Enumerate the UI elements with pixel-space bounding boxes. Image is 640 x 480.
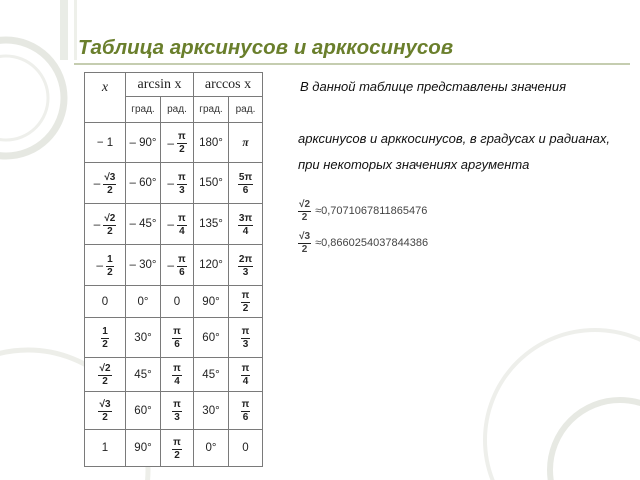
approximation-sqrt2-over-2 — [298, 198, 427, 223]
description-text: арксинусов и арккосинусов, в градусах и радианах, при некоторых значениях аргумента — [298, 131, 610, 172]
slide-title: Таблица арксинусов и арккосинусов — [78, 36, 454, 59]
cell-value — [177, 212, 187, 237]
cell-value — [98, 398, 111, 423]
fraction: $\frac{1}{2}$ — [107, 253, 113, 278]
cell-value: 180° — [199, 136, 223, 149]
table-cell-asin-deg — [126, 358, 160, 391]
fraction: $\frac{√2}{2}$ — [99, 363, 111, 387]
table-cell-acos-deg — [194, 318, 228, 357]
cell-value: 30° — [134, 331, 152, 344]
table-cell-acos-rad — [229, 204, 262, 244]
minus-sign: – — [93, 217, 101, 231]
minus-sign: – — [167, 176, 175, 190]
cell-value — [103, 171, 116, 196]
cell-value: 60° — [202, 331, 220, 344]
cell-value — [177, 171, 187, 196]
cell-value: – 45° — [129, 218, 157, 230]
cell-value — [241, 398, 251, 423]
fraction: $\frac{√2}{2}$ — [104, 212, 116, 237]
table-cell-asin-rad — [161, 392, 193, 429]
table-cell-acos-deg — [194, 392, 228, 429]
cell-value: 90° — [134, 442, 152, 454]
fraction: $\frac{\pi}{2}$ — [178, 131, 186, 155]
minus-sign: – — [167, 258, 175, 272]
approximation-sqrt3-over-2 — [298, 230, 428, 255]
header-arcsin: arcsin x — [137, 76, 182, 92]
table-cell-x — [85, 392, 125, 429]
approximation-value: ≈0,7071067811865476 — [315, 204, 428, 217]
fraction: $\frac{\pi}{4}$ — [241, 363, 250, 387]
table-cell-acos-rad — [229, 245, 262, 285]
cell-value — [241, 289, 251, 314]
cell-value: 135° — [199, 218, 223, 230]
approximation-fraction — [298, 230, 315, 255]
table-cell-asin-rad — [161, 245, 193, 285]
cell-value: 0° — [137, 295, 149, 308]
cell-value: 45° — [134, 368, 152, 381]
table-cell-x — [85, 245, 125, 285]
unit-arccos-rad: рад. — [235, 104, 256, 115]
cell-value: 150° — [199, 177, 223, 189]
fraction: $\frac{\pi}{6}$ — [241, 399, 250, 423]
fraction: $\frac{3\pi}{4}$ — [238, 212, 253, 237]
table-cell-acos-rad — [229, 392, 262, 429]
cell-value — [101, 325, 109, 350]
table-cell-asin-deg — [126, 318, 160, 357]
table-cell-acos-rad — [229, 163, 262, 203]
table-cell-acos-rad — [229, 123, 262, 162]
title-divider — [74, 63, 630, 65]
table-cell-x — [85, 358, 125, 391]
table-cell-asin-rad — [161, 204, 193, 244]
cell-value: – 60° — [129, 177, 157, 189]
approximation-value: ≈0,8660254037844386 — [315, 236, 429, 249]
table-cell-asin-rad — [161, 318, 193, 357]
fraction: $\frac{√3}{2}$ — [104, 171, 116, 196]
cell-value: 30° — [202, 404, 220, 417]
table-cell-acos-rad — [229, 430, 262, 466]
cell-value: – 90° — [129, 136, 157, 149]
table-cell-x — [85, 430, 125, 466]
cell-value: 0 — [101, 295, 109, 308]
arcsin-arccos-table — [84, 72, 263, 467]
table-cell-asin-deg — [126, 430, 160, 466]
cell-value: 90° — [202, 295, 220, 308]
table-cell-asin-deg — [126, 286, 160, 317]
fraction: $\frac{√2}{2}$ — [299, 199, 311, 223]
table-cell-x — [85, 204, 125, 244]
table-cell-acos-rad — [229, 318, 262, 357]
table-cell-asin-rad — [161, 358, 193, 391]
cell-value: 0 — [173, 295, 181, 308]
cell-value: 60° — [134, 404, 152, 417]
table-cell-asin-rad — [161, 286, 193, 317]
fraction: $\frac{\pi}{4}$ — [173, 363, 181, 387]
unit-arcsin-rad: рад. — [167, 104, 187, 115]
cell-value: 120° — [199, 259, 223, 271]
cell-value — [238, 171, 253, 196]
unit-arccos-deg: град. — [199, 104, 223, 115]
fraction: $\frac{5\pi}{6}$ — [238, 171, 253, 196]
header-x: x — [101, 80, 109, 95]
minus-sign: – — [167, 135, 175, 150]
table-cell-x — [85, 286, 125, 317]
cell-value — [172, 325, 182, 350]
fraction: $\frac{\pi}{3}$ — [173, 399, 181, 423]
fraction: $\frac{\pi}{6}$ — [173, 326, 181, 350]
fraction: $\frac{\pi}{3}$ — [241, 326, 250, 350]
fraction: $\frac{\pi}{2}$ — [241, 290, 250, 314]
fraction: $\frac{\pi}{6}$ — [178, 253, 186, 278]
table-rule — [85, 466, 263, 467]
cell-value: 0° — [205, 442, 217, 454]
table-cell-acos-deg — [194, 123, 228, 162]
cell-value — [106, 253, 114, 278]
cell-value — [98, 362, 111, 387]
cell-value: 45° — [202, 368, 220, 381]
cell-value — [241, 325, 251, 350]
background-bar-thin — [74, 0, 77, 60]
minus-sign: – — [167, 217, 175, 231]
table-cell-acos-deg — [194, 245, 228, 285]
cell-value — [103, 212, 116, 237]
cell-value: – 30° — [129, 259, 157, 271]
cell-value — [241, 362, 251, 387]
minus-sign: – — [96, 258, 104, 272]
cell-value — [172, 362, 182, 387]
table-cell-asin-rad — [161, 123, 193, 162]
background-bar — [60, 0, 68, 60]
fraction: $\frac{√3}{2}$ — [99, 399, 111, 423]
table-cell-acos-deg — [194, 163, 228, 203]
cell-value — [172, 436, 182, 461]
fraction: $\frac{\pi}{3}$ — [178, 171, 186, 196]
table-cell-acos-deg — [194, 204, 228, 244]
fraction: $\frac{\pi}{4}$ — [178, 212, 186, 237]
fraction: $\frac{1}{2}$ — [102, 326, 108, 350]
table-cell-x — [85, 318, 125, 357]
cell-value — [177, 130, 187, 155]
table-cell-acos-deg — [194, 430, 228, 466]
table-cell-asin-deg — [126, 204, 160, 244]
unit-arcsin-deg: град. — [131, 104, 155, 115]
cell-value — [238, 212, 253, 237]
fraction: $\frac{\pi}{2}$ — [173, 436, 181, 461]
fraction: $\frac{√3}{2}$ — [299, 231, 311, 255]
table-cell-acos-rad — [229, 286, 262, 317]
table-cell-asin-rad — [161, 430, 193, 466]
cell-value: 1 — [101, 442, 109, 454]
table-rule — [262, 73, 263, 467]
header-arccos: arccos x — [204, 76, 252, 92]
table-cell-asin-deg — [126, 163, 160, 203]
table-cell-asin-deg — [126, 392, 160, 429]
table-cell-asin-deg — [126, 245, 160, 285]
cell-value: π — [242, 136, 249, 149]
cell-value: − 1 — [96, 136, 114, 149]
intro-text: В данной таблице представлены значения — [300, 79, 567, 94]
table-cell-acos-deg — [194, 286, 228, 317]
cell-value — [172, 398, 182, 423]
cell-value: 0 — [242, 442, 249, 454]
minus-sign: – — [93, 176, 101, 190]
cell-value — [177, 253, 187, 278]
table-cell-asin-deg — [126, 123, 160, 162]
table-cell-x — [85, 123, 125, 162]
cell-value — [238, 253, 253, 278]
approximation-fraction — [298, 198, 315, 223]
fraction: $\frac{2\pi}{3}$ — [238, 253, 253, 278]
table-cell-asin-rad — [161, 163, 193, 203]
table-cell-acos-deg — [194, 358, 228, 391]
table-cell-acos-rad — [229, 358, 262, 391]
table-cell-x — [85, 163, 125, 203]
